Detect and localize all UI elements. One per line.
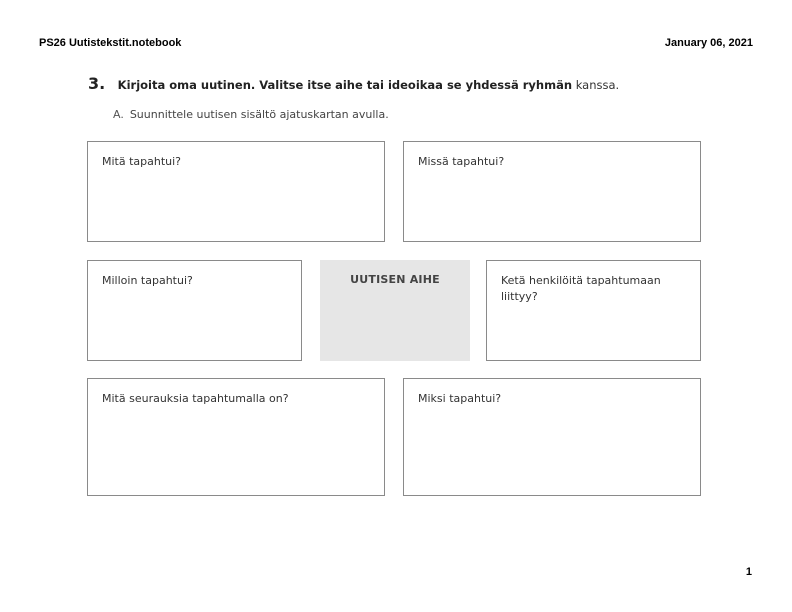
page-number: 1 [745,566,752,578]
document-date: January 06, 2021 [664,37,753,49]
task-instruction-part-1: Kirjoita oma uutinen. Valitse itse [117,78,332,92]
box-what-happened-label: Mitä tapahtui? [102,155,182,168]
box-when-happened [87,260,302,361]
center-topic-box [320,260,470,361]
box-why-happened [403,378,701,496]
box-consequences-label: Mitä seurauksia tapahtumalla on? [102,392,289,405]
document-title: PS26 Uutistekstit.notebook [39,37,182,49]
task-instruction-part-3: kanssa. [575,78,620,92]
box-why-happened-label: Miksi tapahtui? [418,392,502,405]
task-number: 3. [88,74,106,93]
box-where-happened-label: Missä tapahtui? [418,155,505,168]
subtask-text: Suunnittele uutisen sisältö ajatuskartan avulla. [129,108,389,121]
center-topic-label: UUTISEN AIHE [350,273,440,286]
task-heading [88,74,619,94]
task-instruction [118,78,620,92]
box-who-involved-label: Ketä henkilöitä tapahtumaan liittyy? [501,274,661,303]
box-when-happened-label: Milloin tapahtui? [102,274,193,287]
subtask-letter: A. [113,108,124,121]
box-who-involved [486,260,701,361]
subtask [113,108,389,121]
box-what-happened [87,141,385,242]
task-instruction-part-2: aihe tai ideoikaa se yhdessä ryhmän [335,78,573,92]
box-consequences [87,378,385,496]
box-where-happened [403,141,701,242]
